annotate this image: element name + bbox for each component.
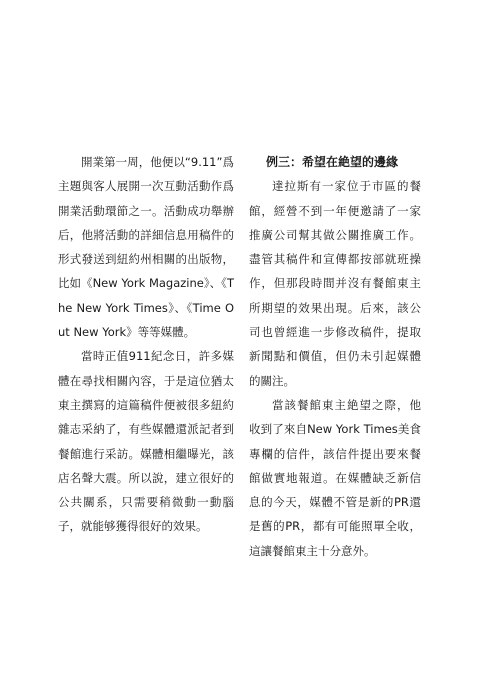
- right-paragraph-2: 當該餐館東主絶望之際，他收到了來自New York Times美食專欄的信件，該信件提出要來餐館做實地報道。在媒體缺乏新信息的今天，媒體不管是新的PR還是舊的PR，都有可能照單全收，這讓餐館東主十分意外。: [249, 397, 421, 558]
- left-paragraph-2: 當時正值911紀念日，許多媒體在尋找相關內容，于是這位猶太東主撰寫的這篇稿件便被很多紐約雜志采納了，有些媒體還派記者到餐館進行采訪。媒體相繼曝光，該店名聲大震。所以說，建立很好的公共關系，只需要稍微動一動腦子，就能够獲得很好的效果。: [58, 349, 234, 534]
- section-heading: 例三：希望在絶望的邊緣: [266, 155, 399, 169]
- left-column: [58, 150, 234, 539]
- left-paragraph-1: 開業第一周，他便以“9.11”爲主題與客人展開一次互動活動作爲開業活動環節之一。活動成功舉辦后，他將活動的詳細信息用稿件的形式發送到紐約州相關的出版物，比如《New York Magazine》、《The New York Times》、《Time Out New York》等等媒體。: [58, 155, 234, 340]
- right-column: [249, 150, 421, 563]
- right-paragraph-1: 達拉斯有一家位于市區的餐館，經營不到一年便邀請了一家推廣公司幫其做公關推廣工作。盡管其稿件和宣傳都按部就班操作，但那段時間并沒有餐館東主所期望的效果出現。后來，該公司也曾經進一步修改稿件，提取新聞點和價值，但仍未引起媒體的關注。: [249, 179, 421, 388]
